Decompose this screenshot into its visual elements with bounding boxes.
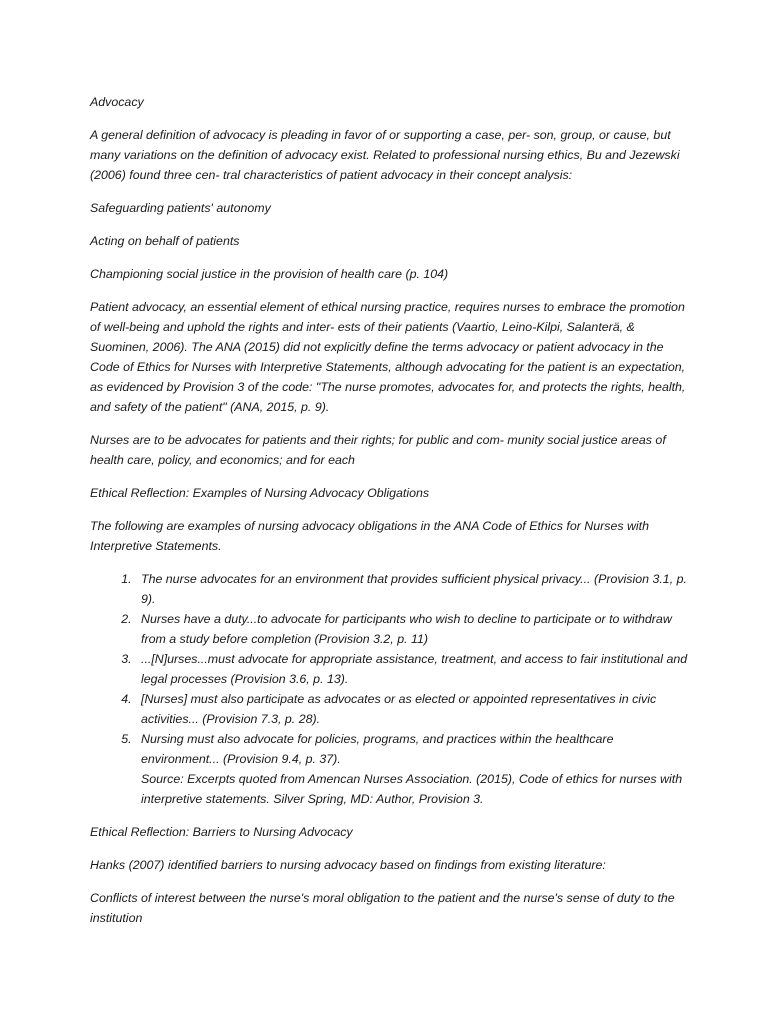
reflection-obligations-intro: The following are examples of nursing advocacy obligations in the ANA Code of Ethics for Nurses with Interpretive Statements. <box>90 519 650 553</box>
list-item <box>135 609 688 649</box>
reflection-obligations-title: Ethical Reflection: Examples of Nursing Advocacy Obligations <box>90 486 430 500</box>
list-item <box>135 729 688 809</box>
list-item <box>135 569 688 609</box>
conflicts-paragraph: Conflicts of interest between the nurse's moral obligation to the patient and the nurse's sense of duty to the institution <box>90 891 675 925</box>
hanks-paragraph: Hanks (2007) identified barriers to nursing advocacy based on findings from existing literature: <box>90 858 606 872</box>
obligations-list <box>90 569 688 809</box>
list-item-text: Nursing must also advocate for policies, programs, and practices within the healthcare environment... (Provision 9.4, p. 37). <box>141 732 614 766</box>
source-note: Source: Excerpts quoted from Amencan Nurses Association. (2015), Code of ethics for nurses with interpretive statements. Silver Spring, MD: Author, Provision 3. <box>141 772 683 806</box>
list-item-text: The nurse advocates for an environment that provides sufficient physical privacy... (Provision 3.1, p. 9). <box>141 572 687 606</box>
reflection-barriers-title: Ethical Reflection: Barriers to Nursing Advocacy <box>90 825 353 839</box>
list-item-text: ...[N]urses...must advocate for appropriate assistance, treatment, and access to fair institutional and legal processes (Provision 3.6, p. 13). <box>141 652 688 686</box>
intro-paragraph: A general definition of advocacy is pleading in favor of or supporting a case, per- son, group, or cause, but many variations on the definition of advocacy exist. Related to professional nursing ethics, Bu and Jezewski (2006) found three cen- tral characteristics of patient advocacy in their concept analysis: <box>90 128 680 182</box>
section-heading: Advocacy <box>90 95 144 109</box>
list-item-text: [Nurses] must also participate as advocates or as elected or appointed representatives in civic activities... (Provision 7.3, p. 28). <box>141 692 657 726</box>
list-item <box>135 649 688 689</box>
characteristic-justice: Championing social justice in the provision of health care (p. 104) <box>90 267 449 281</box>
list-item-text: Nurses have a duty...to advocate for participants who wish to decline to participate or to withdraw from a study before completion (Provision 3.2, p. 11) <box>141 612 672 646</box>
nurses-advocates-paragraph: Nurses are to be advocates for patients and their rights; for public and com- munity social justice areas of health care, policy, and economics; and for each <box>90 433 666 467</box>
list-item <box>135 689 688 729</box>
characteristic-autonomy: Safeguarding patients' autonomy <box>90 201 271 215</box>
characteristic-acting: Acting on behalf of patients <box>90 234 240 248</box>
patient-advocacy-paragraph: Patient advocacy, an essential element of ethical nursing practice, requires nurses to embrace the promotion of well-being and uphold the rights and inter- ests of their patients (Vaartio, Leino-Kilpi, Salanterä, & Suominen, 2006). The ANA (2015) did not explicitly define the terms advocacy or patient advocacy in the Code of Ethics for Nurses with Interpretive Statements, although advocating for the patient is an expectation, as evidenced by Provision 3 of the code: "The nurse promotes, advocates for, and protects the rights, health, and safety of the patient" (ANA, 2015, p. 9). <box>90 300 686 414</box>
